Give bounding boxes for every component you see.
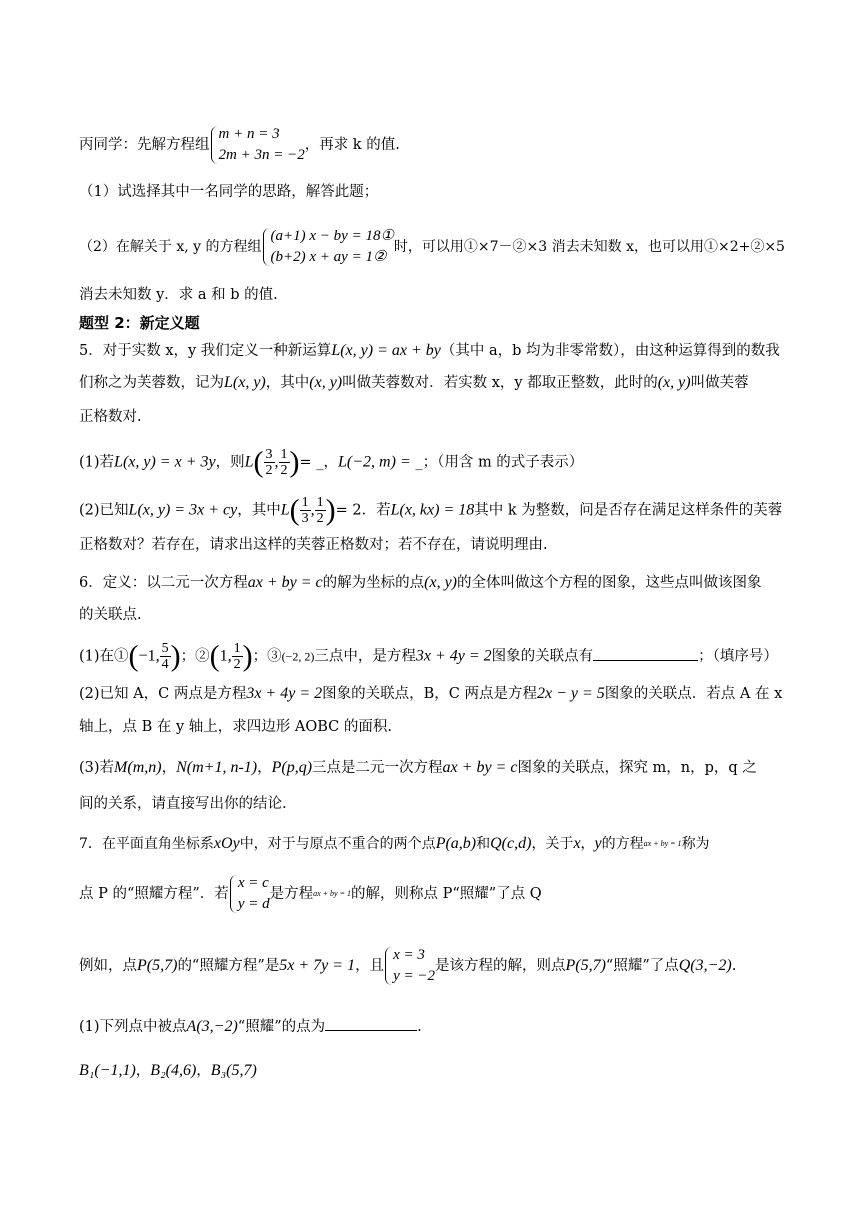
q6-text: (3)若	[79, 760, 115, 776]
denominator: 2	[316, 511, 324, 526]
q6-text: 图象的关联点．若点 A 在 x	[604, 686, 783, 702]
q7-math: 5x + 7y = 1	[279, 957, 356, 974]
q6-math: (x, y)	[424, 574, 457, 591]
q7-sys-eq2: y = d	[237, 896, 270, 912]
q5-line1	[79, 342, 780, 360]
q7-text: (1)下列点中被点	[79, 1019, 187, 1035]
q7-example-system	[384, 945, 435, 987]
left-paren: (	[253, 445, 264, 479]
q4-bing-prefix: 丙同学：先解方程组	[79, 137, 210, 153]
denominator: 2	[233, 657, 241, 672]
point-b1: B₁(−1,1)	[79, 1062, 136, 1079]
denominator: 3	[301, 511, 309, 526]
q4-bing-eq1: m + n = 3	[218, 126, 280, 142]
right-paren: )	[289, 445, 300, 479]
q6-math: ax + by = c	[442, 759, 518, 776]
left-paren: (	[289, 493, 300, 527]
q7-text: 的方程	[601, 836, 644, 852]
q5-text: 其中 k 为整数，问是否存在满足这样条件的芙蓉	[474, 502, 783, 519]
q6-part1	[79, 641, 778, 672]
q5-math: L(x, y) = ax + by	[331, 342, 441, 359]
q7-tiny-math: ax + by = 1	[313, 889, 351, 898]
q4-part2-system	[262, 226, 394, 268]
q6-part2-cont: 轴上，点 B 在 y 轴上，求四边形 AOBC 的面积.	[79, 719, 392, 735]
numerator: 1	[301, 495, 309, 510]
q5-text: = _，	[299, 454, 339, 471]
point-b2: B₂(4,6)	[150, 1062, 197, 1079]
q7-example	[79, 945, 736, 987]
q7-text: ，且	[355, 958, 385, 974]
answer-blank[interactable]	[325, 1016, 417, 1031]
q7-text: 的“照耀方程”是	[177, 958, 280, 974]
q5-text: 5．对于实数 x，y 我们定义一种新运算	[79, 343, 332, 359]
q6-part3-cont: 间的关系，请直接写出你的结论.	[79, 796, 287, 812]
fraction	[232, 641, 243, 672]
q5-text: (2)已知	[79, 502, 129, 519]
q5-line3: 正格数对.	[79, 409, 142, 425]
right-paren: )	[242, 639, 253, 673]
right-paren: )	[325, 493, 336, 527]
q6-text: 6．定义：以二元一次方程	[79, 575, 248, 591]
fraction	[279, 447, 290, 478]
q5-line2	[79, 374, 749, 392]
q6-line2: 的关联点.	[79, 607, 142, 623]
q6-math: N(m+1, n-1)	[176, 759, 258, 776]
q7-math: Q(c,d)	[490, 835, 532, 852]
answer-blank[interactable]	[593, 646, 698, 661]
q5-text: 叫做芙蓉	[690, 375, 749, 391]
q6-math: M(m,n)	[114, 759, 162, 776]
q4-part2-prefix: （2）在解关于 x, y 的方程组	[79, 239, 262, 255]
left-paren: (	[209, 639, 220, 673]
numerator: 3	[265, 447, 273, 462]
q5-text: (1)若	[79, 454, 115, 471]
q4-bing-eq2: 2m + 3n = −2	[218, 147, 305, 163]
q7-text: 是该方程的解，则点	[434, 958, 566, 974]
q4-part2-eq2: (b+2) x + ay = 1②	[270, 249, 387, 265]
q7-math: P(a,b)	[435, 835, 477, 852]
fraction	[315, 495, 326, 526]
q6-text: (1)在①	[79, 648, 129, 665]
q6-math: 3x + 4y = 2	[246, 685, 323, 702]
q5-math: L(x, y)	[224, 374, 266, 391]
q7-math: Q(3,−2)	[678, 957, 732, 974]
q7-math: xOy	[213, 835, 240, 852]
q6-part3	[79, 759, 757, 777]
denominator: 2	[265, 463, 273, 478]
q5-text: = 2．若	[335, 502, 391, 519]
q6-text: 三点中，是方程	[314, 648, 416, 665]
q5-part2-cont: 正格数对？若存在，请求出这样的芙蓉正格数对；若不存在，请说明理由.	[79, 537, 548, 553]
denominator: 2	[280, 463, 288, 478]
q4-part2-end: 消去未知数 y．求 a 和 b 的值.	[79, 287, 278, 303]
q7-points	[79, 1062, 257, 1080]
q6-math: P(p,q)	[271, 759, 313, 776]
q5-math: L	[244, 453, 254, 471]
q7-line2	[79, 873, 542, 915]
q7-text: ，关于	[531, 836, 574, 852]
q7-text: 点 P 的“照耀方程”．若	[79, 886, 229, 902]
q4-part2-line	[79, 226, 785, 268]
q5-part2: (2)已知L(x, y) = 3x + cy，其中L( $\frac{1}{3}$ , $\frac{1}{2}$ )= 2．若L(x, kx) = 18其中 k 为整数，问是否存在满足这样条件的芙蓉	[79, 493, 783, 527]
fraction	[160, 641, 171, 672]
q6-part2	[79, 685, 782, 703]
q6-text: 的解为坐标的点	[322, 575, 425, 591]
q7-math: P(5,7)	[565, 957, 606, 974]
q5-math: L(x, y) = 3x + cy	[128, 501, 238, 519]
q4-part2-eq1: (a+1) x − by = 18①	[270, 228, 394, 244]
q7-text: 中，对于与原点不重合的两个点	[239, 836, 436, 852]
q5-math: L(−2, m) =	[338, 453, 411, 471]
right-paren: )	[170, 639, 181, 673]
q7-math: y	[594, 835, 602, 852]
q5-text: _；（用含 m 的式子表示）	[410, 454, 584, 471]
q5-math: L(x, y) = x + 3y	[114, 453, 216, 471]
q7-tiny-math: ax + by = 1	[643, 839, 682, 848]
q6-math: 2x − y = 5	[536, 685, 605, 702]
q6-math: −1,	[138, 647, 160, 665]
q7-text: .	[417, 1019, 422, 1035]
q7-text: 例如，点	[79, 958, 137, 974]
numerator: 1	[316, 495, 324, 510]
q5-math: L	[280, 501, 290, 519]
q6-math: 1,	[219, 647, 232, 665]
section-heading: 题型 2：新定义题	[79, 314, 200, 332]
numerator: 1	[280, 447, 288, 462]
q7-text: “照耀”了点	[605, 958, 679, 974]
q7-math: P(5,7)	[137, 957, 178, 974]
q4-part1: （1）试选择其中一名同学的思路，解答此题；	[79, 184, 379, 200]
q7-system	[229, 873, 270, 915]
q7-text: .	[731, 958, 737, 974]
q4-bing-system	[210, 124, 305, 166]
q5-text: 们称之为芙蓉数，记为	[79, 375, 224, 391]
q7-text: 的解，则称点 P“照耀”了点 Q	[351, 886, 542, 902]
q7-text: ，	[135, 1063, 151, 1079]
q7-text: ，	[580, 836, 595, 852]
q5-math: (x, y)	[309, 374, 343, 391]
q5-text: 叫做芙蓉数对．若实数 x，y 都取正整数，此时的	[342, 375, 658, 391]
q6-text: ；③	[252, 648, 282, 665]
q7-text: ，	[196, 1063, 211, 1079]
fraction	[300, 495, 311, 526]
q7-text: 和	[476, 836, 491, 852]
q7-text: “照耀”的点为	[237, 1019, 326, 1035]
q6-math: ax + by = c	[247, 574, 323, 591]
q4-bing-suffix: ，再求 k 的值.	[304, 137, 400, 153]
q6-text: ；（填序号）	[698, 648, 778, 665]
q6-text: 三点是二元一次方程	[312, 760, 443, 776]
q7-line1	[79, 835, 710, 853]
q5-text: （其中 a，b 均为非零常数），由这种运算得到的数我	[440, 343, 780, 359]
q7-math: x	[573, 835, 581, 852]
q6-text: 图象的关联点，B，C 两点是方程	[322, 686, 537, 702]
q7-ex-eq1: x = 3	[393, 947, 425, 963]
q6-text: 图象的关联点，探究 m，n，p，q 之	[517, 760, 757, 776]
q6-math: (−2, 2)	[281, 649, 315, 664]
q7-math: A(3,−2)	[186, 1018, 238, 1035]
q5-text: ，其中	[237, 502, 281, 519]
q6-text: (2)已知 A，C 两点是方程	[79, 686, 247, 702]
q6-text: 的全体叫做这个方程的图象，这些点叫做该图象	[457, 575, 762, 591]
q6-text: ，	[257, 760, 272, 776]
q4-part2-suffix: 时，可以用①×7－②×3 消去未知数 x，也可以用①×2+②×5	[393, 239, 785, 255]
numerator: 1	[233, 641, 241, 656]
q6-math: 3x + 4y = 2	[415, 647, 492, 665]
point-b3: B₃(5,7)	[210, 1062, 257, 1079]
q5-math: L(x, kx) = 18	[390, 501, 475, 519]
numerator: 5	[161, 641, 169, 656]
q6-text: ；②	[180, 648, 210, 665]
q7-sys-eq1: x = c	[237, 875, 269, 891]
left-paren: (	[128, 639, 139, 673]
q6-text: 图象的关联点有	[491, 648, 594, 665]
q5-math: (x, y)	[657, 374, 691, 391]
q5-text: ，其中	[265, 375, 310, 391]
denominator: 4	[161, 657, 169, 672]
q4-bing-line	[79, 124, 400, 166]
q7-text: 7．在平面直角坐标系	[79, 836, 214, 852]
q6-line1	[79, 574, 762, 592]
q7-text: 是方程	[269, 886, 314, 902]
fraction	[264, 447, 275, 478]
q7-part1	[79, 1016, 422, 1036]
q7-text: 称为	[681, 836, 710, 852]
q7-ex-eq2: y = −2	[393, 968, 435, 984]
q6-text: ，	[161, 760, 177, 776]
q5-part1: (1)若L(x, y) = x + 3y，则L( $\frac{3}{2}$ , $\frac{1}{2}$ )= _，L(−2, m) = _；（用含 m 的式子表示）	[79, 445, 584, 479]
q5-text: ，则	[215, 454, 245, 471]
